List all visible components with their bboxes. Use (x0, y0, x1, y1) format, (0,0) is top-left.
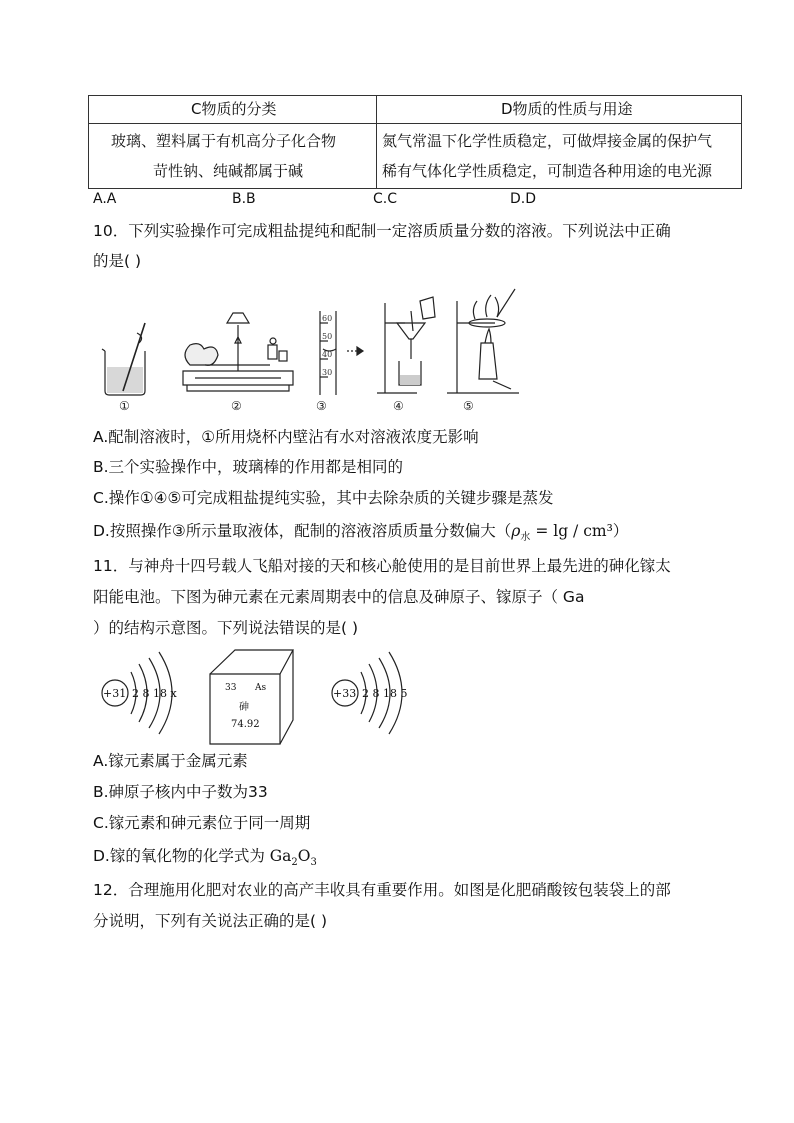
formula-o: O (297, 847, 311, 865)
q10-option-c[interactable]: C.操作①④⑤可完成粗盐提纯实验，其中去除杂质的关键步骤是蒸发 (93, 489, 554, 507)
balance-scale-icon (183, 313, 293, 391)
q10-option-d[interactable] (93, 521, 628, 548)
cylinder-mark-40: 40 (322, 350, 333, 359)
q11-option-c[interactable]: C.镓元素和砷元素位于同一周期 (93, 814, 311, 832)
card-atomic-mass: 74.92 (231, 719, 260, 730)
q11-option-a[interactable]: A.镓元素属于金属元素 (93, 752, 248, 770)
q12-stem-line2: 分说明，下列有关说法正确的是( ) (93, 912, 328, 930)
figure-label-2: ② (231, 399, 242, 413)
table-cell-d-row1: 氮气常温下化学性质稳定，可做焊接金属的保护气 (382, 132, 713, 150)
formula-sub-3: 3 (310, 857, 317, 869)
q10-stem-line2: 的是( ) (93, 252, 142, 270)
q11-stem-line2: 阳能电池。下图为砷元素在元素周期表中的信息及砷原子、镓原子（ Ga (93, 588, 585, 606)
atom-structure-figure (95, 648, 425, 750)
filtration-setup-icon (377, 297, 435, 393)
density-value: = lg / cm³） (530, 522, 629, 540)
evaporation-setup-icon (447, 289, 519, 393)
beaker-dissolving-icon (102, 323, 145, 395)
q9-option-c[interactable]: C.C (373, 191, 398, 207)
q11-option-b[interactable]: B.砷原子核内中子数为33 (93, 783, 268, 801)
rho-subscript: 水 (520, 532, 531, 544)
q10-option-b[interactable]: B.三个实验操作中，玻璃棒的作用都是相同的 (93, 458, 404, 476)
formula-sub-2: 2 (291, 857, 298, 869)
figure-label-1: ① (119, 399, 130, 413)
q11-stem-line1: 11．与神舟十四号载人飞船对接的天和核心舱使用的是目前世界上最先进的砷化镓太 (93, 557, 671, 575)
as-nucleus-charge: +33 (333, 687, 357, 700)
lab-operations-figure (95, 283, 535, 415)
q10-option-a[interactable]: A.配制溶液时，①所用烧杯内壁沾有水对溶液浓度无影响 (93, 428, 479, 446)
table-header-c: C物质的分类 (191, 100, 277, 118)
table-cell-c-row1: 玻璃、塑料属于有机高分子化合物 (111, 132, 337, 150)
table-header-d: D物质的性质与用途 (501, 100, 633, 118)
q9-option-b[interactable]: B.B (232, 191, 256, 207)
cylinder-mark-50: 50 (322, 332, 333, 341)
figure-label-3: ③ (316, 399, 327, 413)
q11-option-d-text: D.镓的氧化物的化学式为 (93, 847, 270, 865)
table-divider-vertical (376, 96, 377, 188)
formula-ga: Ga (269, 847, 292, 865)
q9-option-d[interactable]: D.D (510, 191, 537, 207)
rho-symbol: ρ (511, 522, 521, 540)
figure-label-4: ④ (393, 399, 404, 413)
card-symbol: As (255, 683, 267, 693)
cylinder-mark-60: 60 (322, 314, 333, 323)
table-cell-c-row2: 苛性钠、纯碱都属于碱 (153, 162, 304, 180)
table-divider-horizontal (89, 123, 741, 124)
cylinder-mark-30: 30 (322, 368, 333, 377)
table-cell-d-row2: 稀有气体化学性质稳定，可制造各种用途的电光源 (382, 162, 713, 180)
q10-option-d-text: D.按照操作③所示量取液体，配制的溶液溶质质量分数偏大（ (93, 522, 512, 540)
ga-nucleus-charge: +31 (103, 687, 127, 700)
classification-table (88, 95, 742, 189)
ga-shell-electrons: 2 8 18 x (132, 687, 177, 700)
q9-option-a[interactable]: A.A (93, 191, 117, 207)
q10-stem-line1: 10．下列实验操作可完成粗盐提纯和配制一定溶质质量分数的溶液。下列说法中正确 (93, 222, 671, 240)
card-atomic-number: 33 (225, 683, 237, 693)
q11-stem-line3: ）的结构示意图。下列说法错误的是( ) (93, 619, 359, 637)
q11-option-d[interactable] (93, 846, 317, 873)
figure-label-5: ⑤ (463, 399, 474, 413)
as-shell-electrons: 2 8 18 5 (362, 687, 408, 700)
card-element-name: 砷 (239, 702, 249, 713)
q12-stem-line1: 12．合理施用化肥对农业的高产丰收具有重要作用。如图是化肥硝酸铵包装袋上的部 (93, 881, 671, 899)
